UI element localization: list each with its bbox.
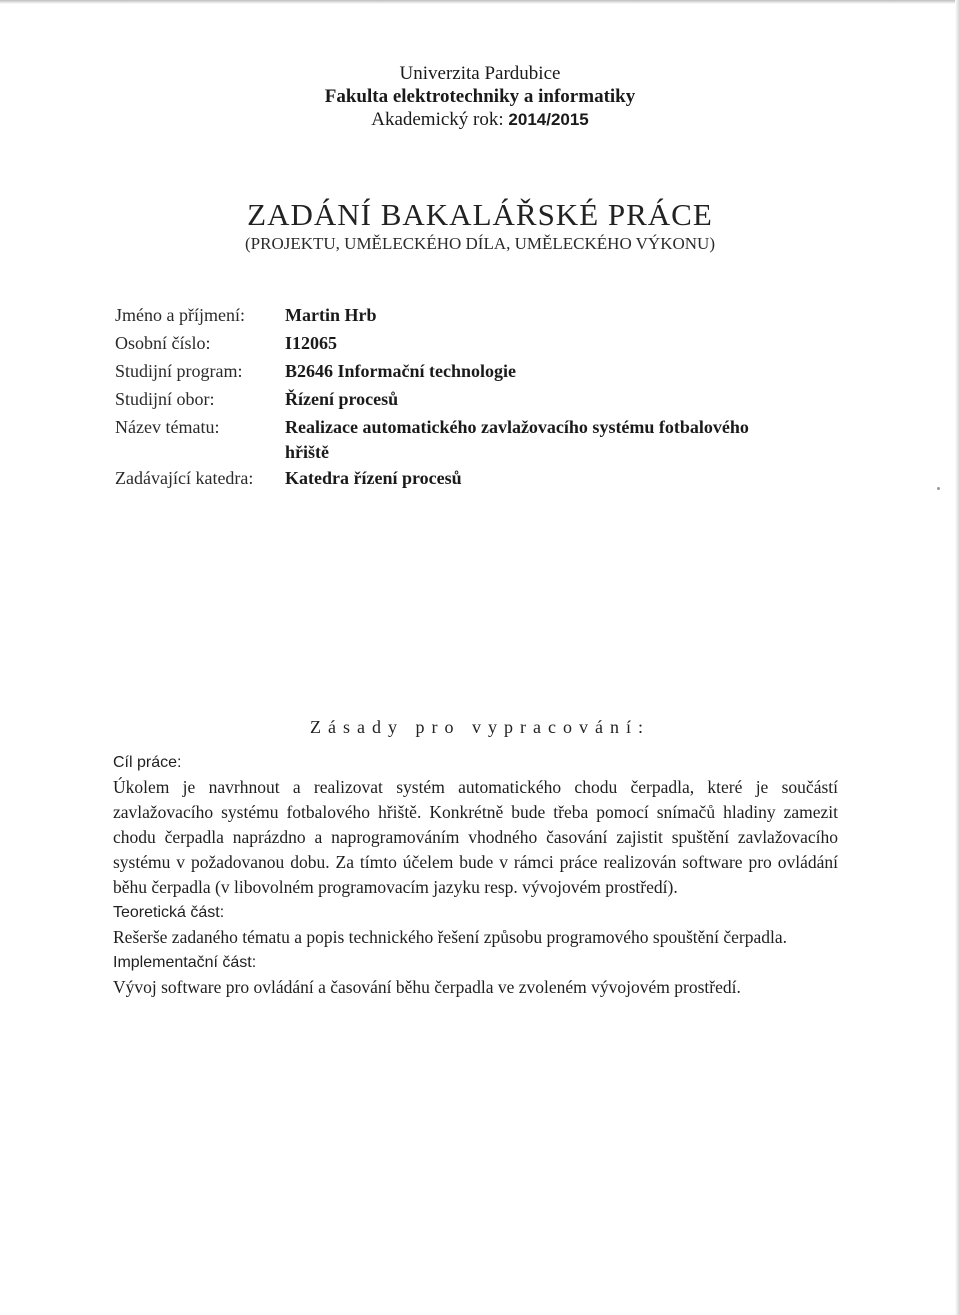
academic-year-value: 2014/2015	[508, 110, 589, 129]
field-value: Řízení procesů	[285, 389, 399, 409]
topic-value-line1: Realizace automatického zavlažovacího systému fotbalového	[285, 417, 749, 437]
name-value: Martin Hrb	[285, 305, 377, 325]
document-title: ZADÁNÍ BAKALÁŘSKÉ PRÁCE	[247, 197, 713, 232]
field-row	[115, 387, 875, 412]
department-value: Katedra řízení procesů	[285, 468, 462, 488]
department-row	[115, 466, 875, 491]
topic-row	[115, 415, 875, 465]
id-row	[115, 331, 875, 356]
topic-value	[285, 415, 875, 465]
name-label: Jméno a příjmení:	[115, 305, 245, 325]
topic-value-line2: hřiště	[285, 442, 329, 462]
principles-heading: Zásady pro vypracování:	[310, 717, 650, 737]
program-value: B2646 Informační technologie	[285, 361, 516, 381]
academic-year-label: Akademický rok:	[371, 109, 509, 130]
program-row	[115, 359, 875, 384]
field-label: Studijní obor:	[115, 389, 215, 409]
program-label: Studijní program:	[115, 361, 243, 381]
impl-label: Implementační část:	[113, 954, 257, 971]
goal-label: Cíl práce:	[113, 754, 182, 771]
id-label: Osobní číslo:	[115, 333, 211, 353]
id-value: I12065	[285, 333, 338, 353]
impl-text: Vývoj software pro ovládání a časování běhu čerpadla ve zvoleném vývojovém prostředí.	[113, 977, 741, 997]
topic-label: Název tématu:	[115, 417, 220, 437]
scan-speck	[937, 487, 940, 490]
student-info-table	[115, 303, 875, 494]
document-header	[0, 62, 960, 131]
name-row	[115, 303, 875, 328]
scan-edge-top	[0, 0, 960, 4]
department-label: Zadávající katedra:	[115, 468, 254, 488]
assignment-body	[113, 750, 838, 1000]
document-subtitle: (PROJEKTU, UMĚLECKÉHO DÍLA, UMĚLECKÉHO VÝKONU)	[245, 234, 715, 253]
theory-text: Rešerše zadaného tématu a popis technického řešení způsobu programového spouštění čerpadla.	[113, 927, 788, 947]
goal-text: Úkolem je navrhnout a realizovat systém automatického chodu čerpadla, které je součástí zavlažovacího systému fotbalového hřiště. Konkrétně bude třeba pomocí snímačů hladiny zamezit chodu čerpadla naprázdno a naprogramováním vhodného časování zajistit spuštění zavlažovacího systému v požadovanou dobu. Za tímto účelem bude v rámci práce realizován software pro ovládání běhu čerpadla (v libovolném programovacím jazyku resp. vývojovém prostředí).	[113, 777, 838, 897]
faculty-name: Fakulta elektrotechniky a informatiky	[324, 86, 636, 107]
university-name: Univerzita Pardubice	[399, 63, 561, 84]
academic-year	[0, 108, 960, 131]
theory-label: Teoretická část:	[113, 904, 225, 921]
